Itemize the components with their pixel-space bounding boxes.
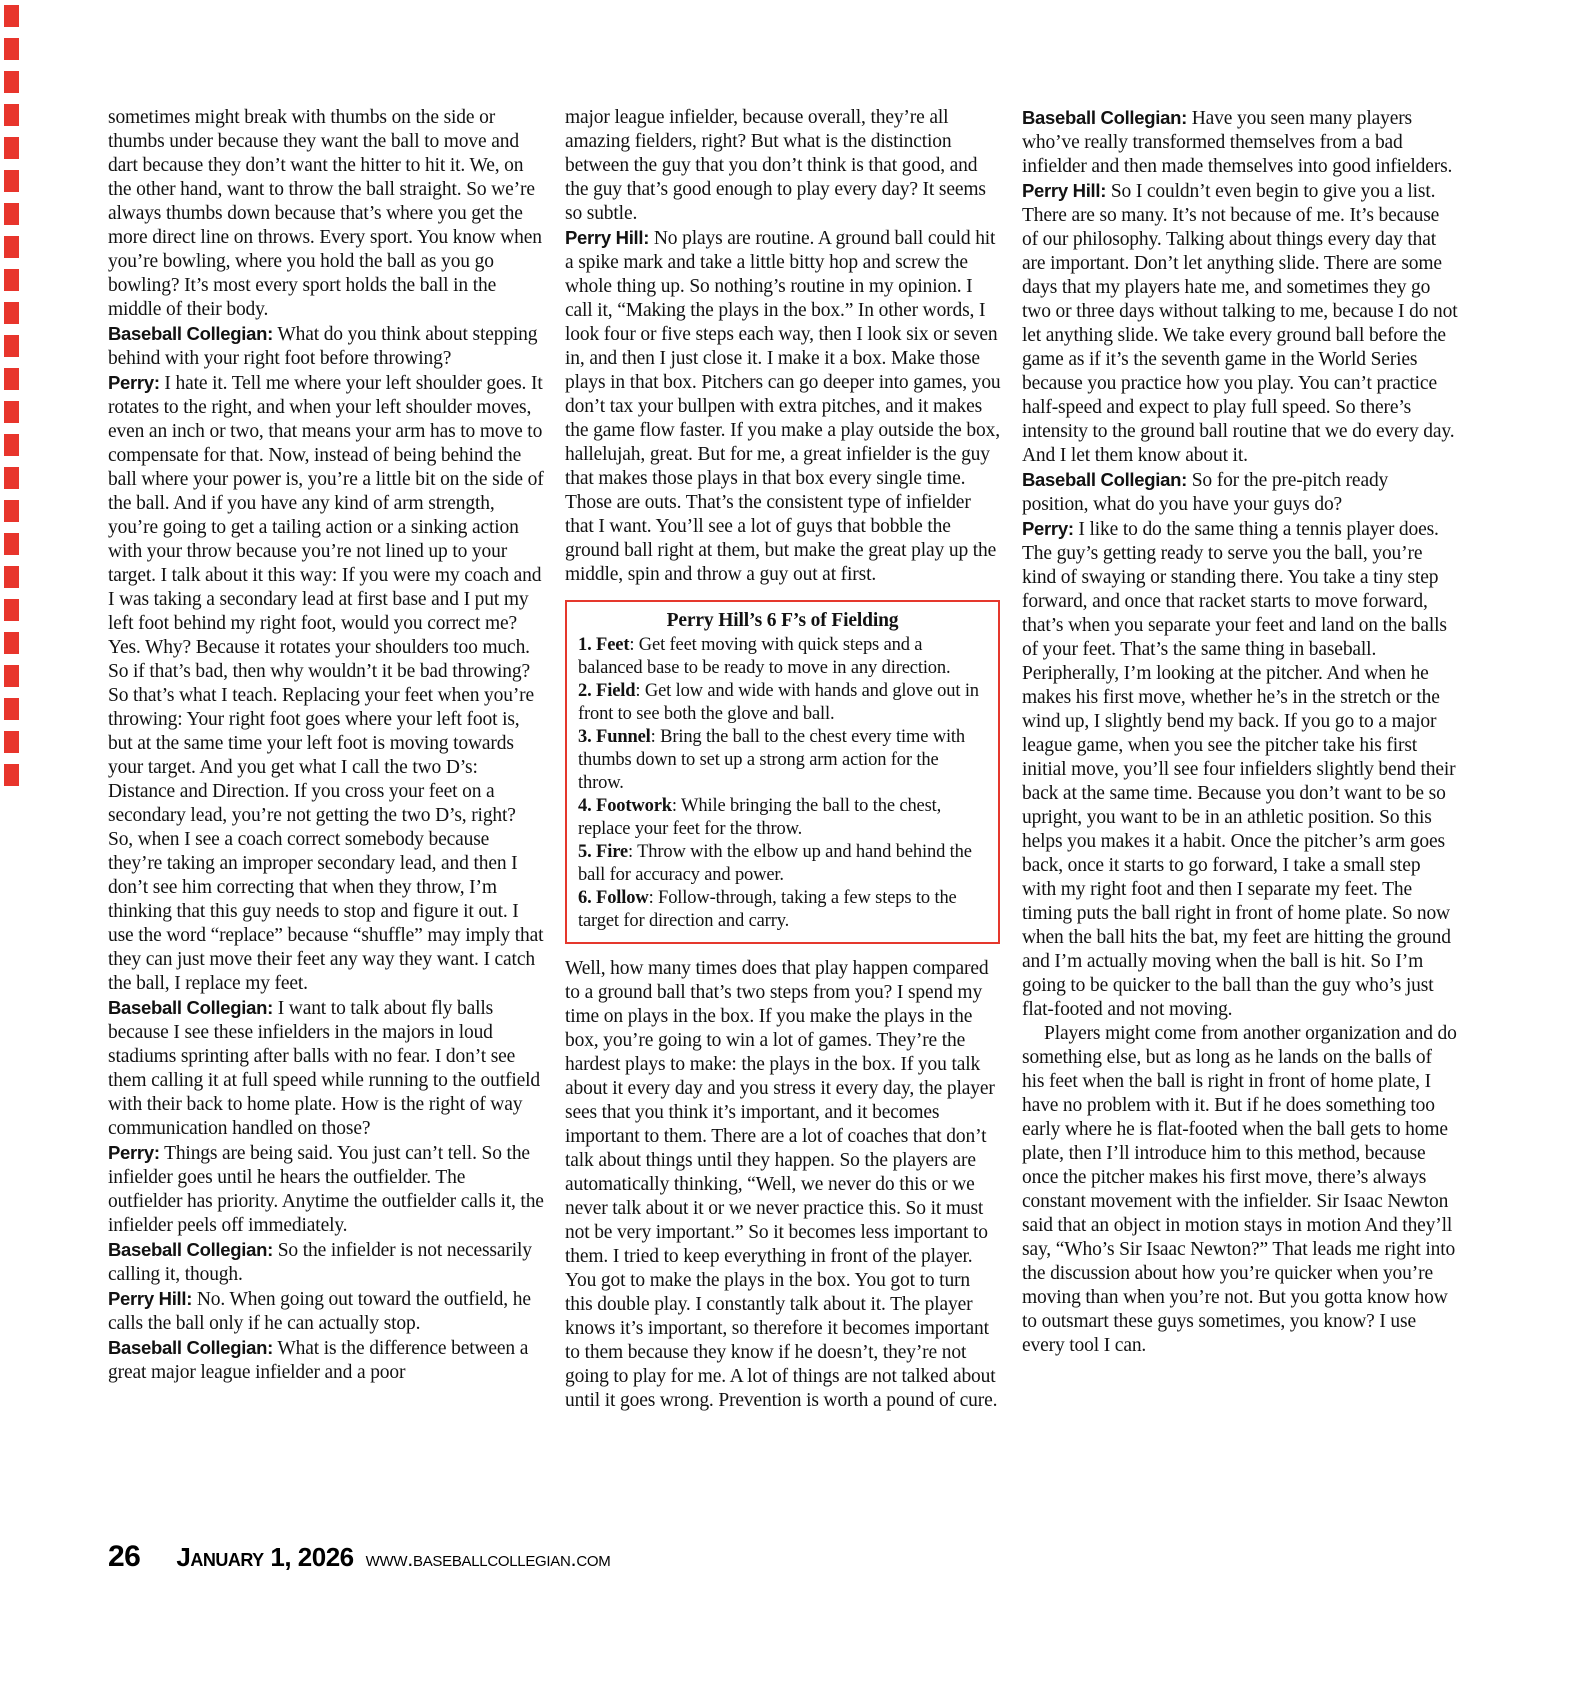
speaker-label: Baseball Collegian:	[108, 997, 273, 1018]
page-footer	[108, 1540, 610, 1574]
speaker-label: Perry:	[108, 1142, 160, 1163]
speaker-label: Perry Hill:	[108, 1288, 193, 1309]
speaker-label: Perry Hill:	[565, 227, 650, 248]
footer-website: www.baseballcollegian.com	[365, 1546, 611, 1571]
speaker-label: Perry:	[108, 372, 160, 393]
qa-paragraph: Perry Hill: So I couldn’t even begin to give you a list. There are so many. It’s not because of me. It’s because of our philosophy. Talking about things every day that are important. Don’t let anything slide. There are some days that my players hate me, and sometimes they go two or three days without talking to me, because I do not let anything slide. We take every ground ball before the game as if it’s the seventh game in the World Series because you practice how you play. You can’t practice half-speed and expect to play full speed. So there’s intensity to the ground ball routine that we do every day. And I let them know about it.	[1022, 180, 1458, 466]
paragraph: Players might come from another organization and do something else, but as long as he lands on the balls of his feet when the ball is right in front of home plate, I have no problem with it. But if he does something too early where he is flat-footed when the ball gets to home plate, then I’ll introduce him to this method, because once the pitcher makes his first move, there’s always constant movement with the infielder. Sir Isaac Newton said that an object in motion stays in motion And they’ll say, “Who’s Sir Isaac Newton?” That leads me right into the discussion about how you’re quicker when you’re moving than when you’re not. But you gotta know how to outsmart these guys sometimes, you know? I use every tool I can.	[1022, 1023, 1457, 1356]
paragraph: major league infielder, because overall, they’re all amazing fielders, right? But what is the distinction between the guy that you don’t think is that good, and the guy that’s good enough to play every day? It seems so subtle.	[565, 107, 986, 224]
page-edge-red-marks	[4, 5, 19, 795]
box-item-lead: 2. Field	[578, 681, 636, 701]
qa-paragraph: Perry: I hate it. Tell me where your left shoulder goes. It rotates to the right, and when your left shoulder moves, even an inch or two, that means your arm has to move to compensate for that. Now, instead of being behind the ball where your power is, you’re a little bit on the side of the ball. And if you have any kind of arm strength, you’re going to get a tailing action or a sinking action with your throw because you’re not lined up to your target. I talk about it this way: If you were my coach and I was taking a secondary lead at first base and I put my left foot behind my right foot, would you correct me? Yes. Why? Because it rotates your shoulders too much. So if that’s bad, then why wouldn’t it be bad throwing? So that’s what I teach. Replacing your feet when you’re throwing: Your right foot goes where your left foot is, but at the same time your left foot is moving towards your target. And you get what I call the two D’s: Distance and Direction. If you cross your feet on a secondary lead, you’re not getting the two D’s, right? So, when I see a coach correct somebody because they’re taking an improper secondary lead, and then I don’t see him correcting that when they throw, I’m thinking that this guy needs to stop and figure it out. I use the word “replace” because “shuffle” may imply that they can just move their feet any way they want. I catch the ball, I replace my feet.	[108, 372, 544, 994]
qa-paragraph: Perry Hill: No plays are routine. A ground ball could hit a spike mark and take a little bitty hop and screw the whole thing up. So nothing’s routine in my opinion. I call it, “Making the plays in the box.” In other words, I look four or five steps each way, then I look six or seven in, and then I just close it. I make it a box. Make those plays in that box. Pitchers can go deeper into games, you don’t tax your bullpen with extra pitches, and it makes the game flow faster. If you make a play outside the box, hallelujah, great. But for me, a great infielder is the guy that makes those plays in that box every single time. Those are outs. That’s the consistent type of infielder that I want. You’ll see a lot of guys that bobble the ground ball right at them, but make the great play up the middle, spin and throw a guy out at first.	[565, 227, 1001, 585]
speaker-label: Baseball Collegian:	[108, 1239, 273, 1260]
speaker-label: Baseball Collegian:	[1022, 469, 1187, 490]
box-item: 2. Field: Get low and wide with hands and glove out in front to see both the glove and ball.	[578, 681, 979, 724]
speaker-label: Baseball Collegian:	[1022, 107, 1187, 128]
footer-date: January 1, 2026	[176, 1542, 354, 1572]
box-item-lead: 4. Footwork	[578, 796, 672, 816]
speaker-label: Perry Hill:	[1022, 180, 1107, 201]
qa-paragraph: Baseball Collegian: Have you seen many players who’ve really transformed themselves from a bad infielder and then made themselves into good infielders.	[1022, 107, 1453, 177]
qa-paragraph: Perry Hill: No. When going out toward the outfield, he calls the ball only if he can actually stop.	[108, 1288, 531, 1334]
column-3	[1022, 106, 1458, 1358]
qa-paragraph: Perry: Things are being said. You just can’t tell. So the infielder goes until he hears the outfielder. The outfielder has priority. Anytime the outfielder calls it, the infielder peels off immediately.	[108, 1142, 544, 1236]
speaker-label: Baseball Collegian:	[108, 323, 273, 344]
qa-paragraph: Perry: I like to do the same thing a tennis player does. The guy’s getting ready to serve you the ball, you’re kind of swaying or standing there. You take a tiny step forward, and once that racket starts to move forward, that’s when you separate your feet and land on the balls of your feet. That’s the same thing in baseball. Peripherally, I’m looking at the pitcher. And when he makes his first move, whether he’s in the stretch or the wind up, I slightly bend my back. If you go to a major league game, when you see the pitcher take his first initial move, you’ll see four infielders slightly bend their back at the same time. Because you don’t want to be so upright, you want to be in an athletic position. So this helps you makes it a habit. Once the pitcher’s arm goes back, once it starts to go forward, I take a small step with my right foot and then I separate my feet. The timing puts the ball right in front of home plate. So now when the ball hits the bat, my feet are hitting the ground and I’m actually moving when the ball is hit. So I’m going to be quicker to the ball than the guy who’s just flat-footed and not moving.	[1022, 518, 1456, 1020]
page-number: 26	[108, 1540, 141, 1573]
paragraph: sometimes might break with thumbs on the side or thumbs under because they want the ball to move and dart because they don’t want the hitter to hit it. We, on the other hand, want to throw the ball straight. So we’re always thumbs down because that’s where you get the more direct line on throws. Every sport. You know when you’re bowling, where you hold the ball as you go bowling? It’s most every sport holds the ball in the middle of their body.	[108, 107, 542, 320]
column-1	[108, 106, 544, 1385]
box-item: 5. Fire: Throw with the elbow up and hand behind the ball for accuracy and power.	[578, 842, 972, 885]
paragraph: Well, how many times does that play happen compared to a ground ball that’s two steps from you? I spend my time on plays in the box. If you make the plays in the box, you’re going to win a lot of games. They’re the hardest plays to make: the plays in the box. If you talk about it every day and you stress it every day, the player sees that you think it’s important, and it becomes important to them. There are a lot of coaches that don’t talk about things until they happen. So the players are automatically thinking, “Well, we never do this or we never talk about it or we never practice this. So it must not be very important.” So it becomes less important to them. I tried to keep everything in front of the player. You got to make the plays in the box. You got to turn this double play. I constantly talk about it. The player knows it’s important, so therefore it becomes important to them because they know if he doesn’t, they’re not going to play for me. A lot of things are not talked about until it goes wrong. Prevention is worth a pound of cure.	[565, 958, 998, 1411]
qa-paragraph: Baseball Collegian: What do you think about stepping behind with your right foot before throwing?	[108, 323, 538, 369]
box-title: Perry Hill’s 6 F’s of Fielding	[666, 610, 899, 631]
column-2	[565, 106, 1001, 1413]
qa-paragraph: Baseball Collegian: What is the difference between a great major league infielder and a poor	[108, 1337, 529, 1383]
box-item: 6. Follow: Follow-through, taking a few steps to the target for direction and carry.	[578, 888, 957, 931]
box-item-lead: 3. Funnel	[578, 727, 651, 747]
speaker-label: Perry:	[1022, 518, 1074, 539]
box-item-lead: 6. Follow	[578, 888, 649, 908]
box-item: 1. Feet: Get feet moving with quick steps and a balanced base to be ready to move in any direction.	[578, 635, 951, 678]
qa-paragraph: Baseball Collegian: So the infielder is not necessarily calling it, though.	[108, 1239, 532, 1285]
box-item-lead: 1. Feet	[578, 635, 630, 655]
speaker-label: Baseball Collegian:	[108, 1337, 273, 1358]
qa-paragraph: Baseball Collegian: I want to talk about fly balls because I see these infielders in the majors in loud stadiums sprinting after balls with no fear. I don’t see them calling it at full speed while running to the outfield with their back to home plate. How is the right of way communication handled on those?	[108, 997, 540, 1139]
qa-paragraph: Baseball Collegian: So for the pre-pitch ready position, what do you have your guys do?	[1022, 469, 1389, 515]
box-item-lead: 5. Fire	[578, 842, 628, 862]
article-columns	[108, 106, 1458, 1413]
box-item: 4. Footwork: While bringing the ball to the chest, replace your feet for the throw.	[578, 796, 942, 839]
box-item: 3. Funnel: Bring the ball to the chest every time with thumbs down to set up a strong arm action for the throw.	[578, 727, 966, 793]
fielding-tips-box	[565, 600, 1000, 944]
